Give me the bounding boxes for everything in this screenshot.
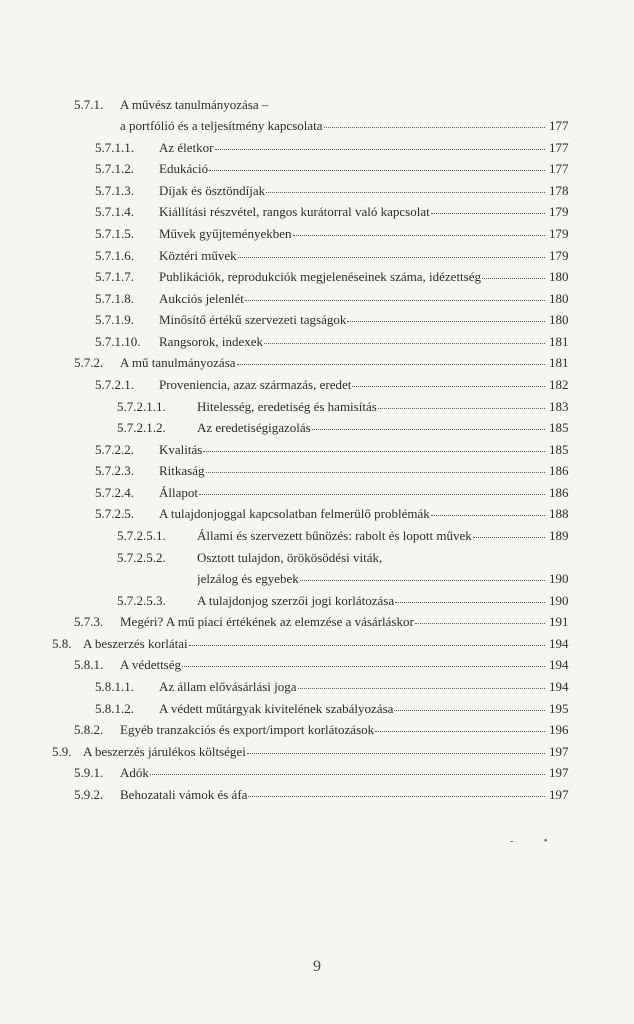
toc-entry-number: 5.7.2.	[74, 355, 104, 370]
toc-entry-title: Az eredetiségigazolás	[197, 420, 311, 435]
dot-leader	[245, 299, 545, 301]
toc-entry-number: 5.7.1.9.	[95, 312, 134, 327]
toc-entry-number: 5.7.1.3.	[95, 183, 134, 198]
toc-entry[interactable]	[0, 267, 634, 287]
toc-entry[interactable]	[0, 655, 634, 675]
toc-entry-line	[120, 655, 546, 675]
toc-entry[interactable]	[0, 224, 634, 244]
toc-entry-page: 177	[549, 161, 569, 176]
toc-entry-page: 197	[549, 787, 569, 802]
toc-entry-page: 194	[549, 636, 569, 651]
toc-entry-number: 5.8.	[52, 636, 72, 651]
toc-entry-line	[197, 397, 546, 417]
toc-entry-title: A védett műtárgyak kivitelének szabályozása	[159, 701, 394, 716]
toc-entry-page: 185	[549, 420, 569, 435]
toc-entry-page: 191	[549, 614, 569, 629]
dot-leader	[473, 536, 545, 538]
toc-entry[interactable]	[0, 504, 634, 524]
dot-leader	[394, 709, 545, 711]
toc-entry-title: Behozatali vámok és áfa	[120, 787, 248, 802]
toc-entry-title: Állapot	[159, 485, 198, 500]
toc-entry-title: Minősítő értékű szervezeti tagságok	[159, 312, 347, 327]
dot-leader	[395, 601, 545, 603]
dot-leader	[293, 234, 546, 236]
toc-entry-line	[120, 95, 546, 115]
toc-entry[interactable]	[0, 310, 634, 330]
toc-entry-page: 180	[549, 291, 569, 306]
toc-entry-title: Proveniencia, azaz származás, eredet	[159, 377, 352, 392]
toc-entry-number: 5.7.1.2.	[95, 161, 134, 176]
toc-entry-number: 5.8.1.2.	[95, 701, 134, 716]
dot-leader	[378, 407, 545, 409]
dot-leader	[209, 169, 545, 171]
toc-entry[interactable]	[0, 634, 634, 654]
toc-entry-line	[159, 699, 546, 719]
toc-entry-page: 180	[549, 269, 569, 284]
toc-entry-number: 5.9.	[52, 744, 72, 759]
toc-entry-title: Az állam elővásárlási joga	[159, 679, 297, 694]
toc-entry-title: Állami és szervezett bűnözés: rabolt és lopott művek	[197, 528, 472, 543]
toc-entry-title: Díjak és ösztöndíjak	[159, 183, 266, 198]
toc-entry-page: 177	[549, 140, 569, 155]
toc-entry[interactable]	[0, 202, 634, 222]
toc-entry-title: Rangsorok, indexek	[159, 334, 263, 349]
toc-entry-line	[159, 181, 546, 201]
toc-entry-number: 5.7.3.	[74, 614, 104, 629]
toc-entry[interactable]	[0, 116, 634, 136]
toc-entry-page: 196	[549, 722, 569, 737]
toc-entry-number: 5.7.1.4.	[95, 204, 134, 219]
dot-leader	[298, 687, 545, 689]
toc-entry-title: A tulajdonjog szerzői jogi korlátozása	[197, 593, 395, 608]
toc-entry-page: 188	[549, 506, 569, 521]
toc-entry-page: 197	[549, 744, 569, 759]
dot-leader	[266, 191, 545, 193]
toc-entry[interactable]	[0, 95, 634, 115]
toc-entry-number: 5.7.2.5.3.	[117, 593, 166, 608]
dot-leader	[352, 385, 545, 387]
dot-leader	[203, 450, 545, 452]
toc-entry-number: 5.7.1.5.	[95, 226, 134, 241]
toc-entry-page: 190	[549, 593, 569, 608]
toc-entry[interactable]	[0, 159, 634, 179]
toc-entry[interactable]	[0, 548, 634, 568]
toc-entry-page: 185	[549, 442, 569, 457]
toc-entry-line	[159, 159, 546, 179]
toc-entry-number: 5.9.1.	[74, 765, 104, 780]
dot-leader	[189, 644, 545, 646]
toc-entry-title: Publikációk, reprodukciók megjelenéseinek száma, idézettség	[159, 269, 481, 284]
dot-leader	[264, 342, 545, 344]
toc-entry-number: 5.8.1.	[74, 657, 104, 672]
toc-entry-number: 5.7.1.8.	[95, 291, 134, 306]
toc-entry-line	[159, 677, 546, 697]
toc-entry[interactable]	[0, 418, 634, 438]
toc-entry-page: 177	[549, 118, 569, 133]
toc-entry-page: 178	[549, 183, 569, 198]
toc-entry-page: 180	[549, 312, 569, 327]
toc-entry-number: 5.7.1.10.	[95, 334, 141, 349]
toc-entry[interactable]	[0, 612, 634, 632]
toc-entry-number: 5.7.2.1.2.	[117, 420, 166, 435]
toc-entry[interactable]	[0, 677, 634, 697]
toc-entry-line	[197, 569, 546, 589]
toc-entry-title: A beszerzés korlátai	[83, 636, 188, 651]
toc-entry-line	[120, 785, 546, 805]
dot-leader	[150, 773, 545, 775]
toc-entry[interactable]	[0, 353, 634, 373]
toc-entry-line	[159, 289, 546, 309]
toc-entry-number: 5.7.2.1.1.	[117, 399, 166, 414]
toc-entry-line	[197, 418, 546, 438]
dot-leader	[247, 752, 545, 754]
toc-entry-line	[159, 138, 546, 158]
toc-entry[interactable]	[0, 785, 634, 805]
toc-entry-line	[159, 504, 546, 524]
toc-entry-title: Köztéri művek	[159, 248, 237, 263]
toc-entry[interactable]	[0, 138, 634, 158]
dot-leader	[324, 126, 545, 128]
toc-entry[interactable]	[0, 720, 634, 740]
toc-entry-number: 5.7.2.5.1.	[117, 528, 166, 543]
toc-entry-page: 181	[549, 334, 569, 349]
toc-entry[interactable]	[0, 483, 634, 503]
toc-entry-title: A művész tanulmányozása –	[120, 97, 269, 112]
toc-entry[interactable]	[0, 699, 634, 719]
toc-entry[interactable]	[0, 461, 634, 481]
printer-marks: - •	[510, 836, 562, 847]
toc-entry[interactable]	[0, 289, 634, 309]
toc-entry-line	[159, 461, 546, 481]
toc-entry-page: 183	[549, 399, 569, 414]
toc-entry-title: Az életkor	[159, 140, 214, 155]
toc-entry-title: Aukciós jelenlét	[159, 291, 244, 306]
toc-entry[interactable]	[0, 397, 634, 417]
toc-entry-title: Egyéb tranzakciós és export/import korlátozások	[120, 722, 375, 737]
toc-entry[interactable]	[0, 591, 634, 611]
toc-entry-line	[197, 526, 546, 546]
toc-entry-page: 195	[549, 701, 569, 716]
toc-entry-page: 194	[549, 679, 569, 694]
dot-leader	[482, 277, 545, 279]
toc-entry-line	[120, 720, 546, 740]
dot-leader	[182, 665, 545, 667]
toc-entry-title: A tulajdonjoggal kapcsolatban felmerülő problémák	[159, 506, 430, 521]
toc-entry-title: Ritkaság	[159, 463, 205, 478]
dot-leader	[248, 795, 545, 797]
toc-entry-number: 5.7.1.	[74, 97, 104, 112]
toc-entry-page: 182	[549, 377, 569, 392]
dot-leader	[199, 493, 545, 495]
dot-leader	[237, 363, 545, 365]
toc-entry-line	[159, 224, 546, 244]
toc-entry-number: 5.7.1.7.	[95, 269, 134, 284]
toc-entry-line	[159, 246, 546, 266]
toc-entry-page: 179	[549, 226, 569, 241]
toc-entry[interactable]	[0, 440, 634, 460]
dot-leader	[431, 514, 545, 516]
dot-leader	[206, 471, 546, 473]
toc-entry-page: 194	[549, 657, 569, 672]
toc-entry-number: 5.7.2.5.	[95, 506, 134, 521]
toc-entry[interactable]	[0, 375, 634, 395]
toc-entry-title: Edukáció	[159, 161, 209, 176]
toc-entry-title: Adók	[120, 765, 149, 780]
toc-entry-line	[159, 375, 546, 395]
toc-entry-page: 190	[549, 571, 569, 586]
toc-entry-title: A beszerzés járulékos költségei	[83, 744, 246, 759]
toc-entry-number: 5.7.2.2.	[95, 442, 134, 457]
toc-entry-line	[159, 332, 546, 352]
toc-entry-line	[159, 202, 546, 222]
dot-leader	[347, 320, 545, 322]
toc-entry-line	[159, 267, 546, 287]
toc-entry[interactable]	[0, 246, 634, 266]
toc-entry-number: 5.7.2.5.2.	[117, 550, 166, 565]
toc-entry-line	[197, 591, 546, 611]
toc-entry-number: 5.7.1.1.	[95, 140, 134, 155]
toc-entry-title: Osztott tulajdon, örökösödési viták,	[197, 550, 383, 565]
toc-entry-page: 186	[549, 463, 569, 478]
toc-entry-title: Hitelesség, eredetiség és hamisítás	[197, 399, 377, 414]
toc-entry-page: 181	[549, 355, 569, 370]
dot-leader	[300, 579, 545, 581]
toc-entry-title: Művek gyűjteményekben	[159, 226, 292, 241]
toc-entry-page: 179	[549, 204, 569, 219]
toc-entry-line	[159, 440, 546, 460]
toc-entry-title: A mű tanulmányozása	[120, 355, 236, 370]
page-number: 9	[313, 958, 321, 975]
toc-entry-title: Megéri? A mű piaci értékének az elemzése a vásárláskor	[120, 614, 414, 629]
toc-entry-title: jelzálog és egyebek	[197, 571, 299, 586]
toc-entry-title: a portfólió és a teljesítmény kapcsolata	[120, 118, 323, 133]
dot-leader	[238, 256, 545, 258]
toc-entry-title: A védettség	[120, 657, 182, 672]
dot-leader	[375, 730, 545, 732]
toc-entry-number: 5.7.2.1.	[95, 377, 134, 392]
toc-entry-line	[120, 353, 546, 373]
toc-entry-page: 179	[549, 248, 569, 263]
dot-leader	[312, 428, 545, 430]
toc-entry-number: 5.7.2.3.	[95, 463, 134, 478]
dot-leader	[215, 148, 545, 150]
toc-entry-line	[83, 742, 546, 762]
toc-entry-title: Kiállítási részvétel, rangos kurátorral való kapcsolat	[159, 204, 430, 219]
toc-entry-number: 5.7.2.4.	[95, 485, 134, 500]
toc-entry-line	[197, 548, 546, 568]
dot-leader	[415, 622, 545, 624]
toc-entry-line	[120, 612, 546, 632]
toc-entry-line	[159, 310, 546, 330]
toc-entry-line	[83, 634, 546, 654]
toc-entry-number: 5.7.1.6.	[95, 248, 134, 263]
toc-entry-number: 5.9.2.	[74, 787, 104, 802]
toc-entry-line	[120, 116, 546, 136]
toc-entry-page: 186	[549, 485, 569, 500]
toc-entry-title: Kvalitás	[159, 442, 203, 457]
toc-entry[interactable]	[0, 763, 634, 783]
dot-leader	[431, 212, 545, 214]
toc-entry-number: 5.8.2.	[74, 722, 104, 737]
toc-entry-line	[120, 763, 546, 783]
toc-entry[interactable]	[0, 526, 634, 546]
toc-entry-line	[159, 483, 546, 503]
toc-entry[interactable]	[0, 569, 634, 589]
toc-entry-number: 5.8.1.1.	[95, 679, 134, 694]
toc-entry[interactable]	[0, 332, 634, 352]
toc-entry-page: 197	[549, 765, 569, 780]
toc-entry-page: 189	[549, 528, 569, 543]
toc-entry[interactable]	[0, 181, 634, 201]
toc-entry[interactable]	[0, 742, 634, 762]
